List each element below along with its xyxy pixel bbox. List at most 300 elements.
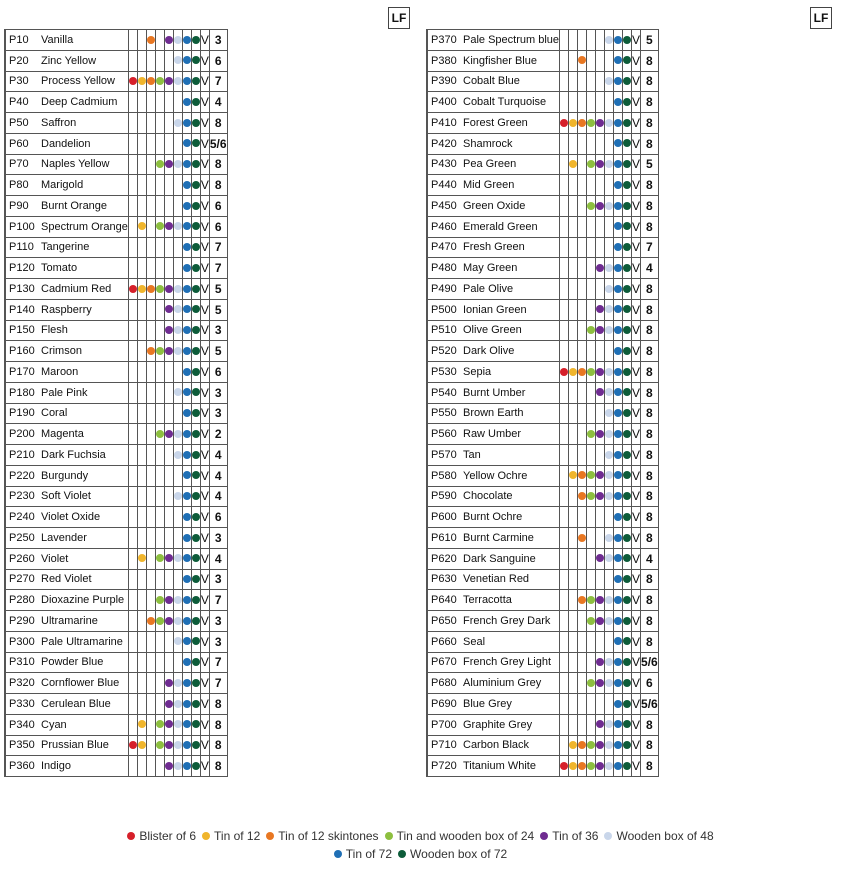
yellow-dot-icon bbox=[138, 741, 146, 749]
availability-cell-yellow bbox=[137, 362, 146, 383]
availability-cell-yellow bbox=[569, 196, 578, 217]
table-row bbox=[5, 50, 228, 71]
lightblue-dot-icon bbox=[174, 554, 182, 562]
availability-cell-orange bbox=[146, 569, 155, 590]
availability-cell-red bbox=[560, 279, 569, 300]
availability-cell-lightblue bbox=[605, 279, 614, 300]
availability-cell-lightblue bbox=[173, 694, 182, 715]
lightblue-dot-icon bbox=[174, 77, 182, 85]
darkgreen-dot-icon bbox=[623, 264, 631, 272]
availability-cell-orange bbox=[578, 30, 587, 51]
darkgreen-dot-icon bbox=[623, 202, 631, 210]
v-cell: V bbox=[632, 30, 641, 51]
availability-cell-red bbox=[128, 30, 137, 51]
pencil-name-cell bbox=[6, 382, 129, 403]
availability-cell-orange bbox=[578, 175, 587, 196]
blue-dot-icon bbox=[183, 430, 191, 438]
v-cell: V bbox=[632, 92, 641, 113]
darkgreen-dot-icon bbox=[192, 741, 200, 749]
availability-cell-darkgreen bbox=[623, 71, 632, 92]
availability-cell-lightblue bbox=[605, 445, 614, 466]
pencil-code: P30 bbox=[9, 75, 29, 88]
green-dot-icon bbox=[587, 679, 595, 687]
lightfastness-cell: 8 bbox=[641, 507, 659, 528]
availability-cell-green bbox=[587, 320, 596, 341]
v-cell: V bbox=[632, 465, 641, 486]
availability-cell-blue bbox=[182, 424, 191, 445]
availability-cell-purple bbox=[164, 258, 173, 279]
availability-cell-purple bbox=[596, 445, 605, 466]
v-cell: V bbox=[632, 299, 641, 320]
availability-cell-yellow bbox=[137, 611, 146, 632]
darkgreen-dot-icon bbox=[192, 471, 200, 479]
lightblue-dot-icon bbox=[605, 305, 613, 313]
availability-cell-purple bbox=[164, 113, 173, 134]
yellow-dot-icon bbox=[569, 160, 577, 168]
darkgreen-dot-icon bbox=[192, 596, 200, 604]
pencil-code: P590 bbox=[431, 490, 457, 503]
darkgreen-dot-icon bbox=[623, 596, 631, 604]
darkgreen-dot-icon bbox=[623, 409, 631, 417]
lightfastness-cell: 3 bbox=[209, 320, 227, 341]
availability-cell-purple bbox=[164, 362, 173, 383]
legend-item bbox=[127, 829, 196, 843]
availability-cell-green bbox=[155, 50, 164, 71]
darkgreen-dot-icon bbox=[623, 98, 631, 106]
availability-cell-darkgreen bbox=[623, 216, 632, 237]
availability-cell-yellow bbox=[137, 382, 146, 403]
pencil-code: P520 bbox=[431, 345, 457, 358]
availability-cell-darkgreen bbox=[623, 590, 632, 611]
availability-cell-blue bbox=[182, 30, 191, 51]
yellow-dot-icon bbox=[569, 471, 577, 479]
lightfastness-cell: 3 bbox=[209, 403, 227, 424]
pencil-name: Zinc Yellow bbox=[41, 54, 97, 67]
pencil-name: Emerald Green bbox=[463, 220, 538, 233]
availability-cell-darkgreen bbox=[623, 279, 632, 300]
pencil-name-cell bbox=[428, 528, 560, 549]
table-row bbox=[5, 341, 228, 362]
blue-dot-icon bbox=[183, 700, 191, 708]
legend-item bbox=[398, 847, 507, 861]
availability-cell-green bbox=[587, 216, 596, 237]
availability-cell-red bbox=[128, 424, 137, 445]
availability-cell-yellow bbox=[137, 279, 146, 300]
availability-cell-green bbox=[587, 154, 596, 175]
lightfastness-cell: 6 bbox=[209, 362, 227, 383]
purple-dot-icon bbox=[596, 471, 604, 479]
purple-dot-icon bbox=[596, 679, 604, 687]
availability-cell-orange bbox=[578, 611, 587, 632]
availability-cell-yellow bbox=[569, 92, 578, 113]
purple-dot-icon bbox=[165, 720, 173, 728]
orange-dot-icon bbox=[578, 492, 586, 500]
availability-cell-green bbox=[155, 424, 164, 445]
pencil-name: Ultramarine bbox=[41, 614, 98, 627]
lightfastness-cell: 8 bbox=[209, 714, 227, 735]
v-cell: V bbox=[200, 756, 209, 777]
pencil-name: Pale Ultramarine bbox=[41, 635, 123, 648]
v-cell: V bbox=[632, 569, 641, 590]
availability-cell-red bbox=[560, 299, 569, 320]
availability-cell-blue bbox=[182, 50, 191, 71]
availability-cell-yellow bbox=[137, 694, 146, 715]
pencil-name-cell bbox=[6, 445, 129, 466]
lightfastness-cell: 8 bbox=[641, 714, 659, 735]
pencil-name: Cerulean Blue bbox=[41, 697, 111, 710]
purple-dot-icon bbox=[596, 741, 604, 749]
pencil-name-cell bbox=[6, 237, 129, 258]
pencil-name: Spectrum Orange bbox=[41, 220, 128, 233]
table-row bbox=[5, 382, 228, 403]
purple-dot-icon bbox=[165, 741, 173, 749]
lf-header: LF bbox=[810, 7, 832, 29]
lightfastness-cell: 4 bbox=[641, 258, 659, 279]
availability-cell-red bbox=[128, 237, 137, 258]
pencil-code: P500 bbox=[431, 303, 457, 316]
availability-cell-purple bbox=[596, 714, 605, 735]
availability-cell-darkgreen bbox=[623, 631, 632, 652]
availability-cell-green bbox=[587, 631, 596, 652]
availability-cell-blue bbox=[182, 341, 191, 362]
pencil-code: P600 bbox=[431, 511, 457, 524]
pencil-code: P660 bbox=[431, 635, 457, 648]
orange-dot-icon bbox=[578, 368, 586, 376]
v-cell: V bbox=[632, 50, 641, 71]
pencil-code: P130 bbox=[9, 282, 35, 295]
availability-cell-red bbox=[128, 486, 137, 507]
table-row bbox=[5, 403, 228, 424]
availability-cell-orange bbox=[578, 652, 587, 673]
table-row bbox=[5, 465, 228, 486]
availability-cell-yellow bbox=[569, 694, 578, 715]
darkgreen-dot-icon bbox=[623, 513, 631, 521]
pencil-name: Tan bbox=[463, 448, 481, 461]
availability-cell-purple bbox=[596, 486, 605, 507]
table-row bbox=[427, 30, 659, 51]
legend-label: Tin of 12 skintones bbox=[278, 829, 379, 843]
v-cell: V bbox=[632, 694, 641, 715]
availability-cell-green bbox=[155, 465, 164, 486]
availability-cell-green bbox=[155, 175, 164, 196]
availability-cell-blue bbox=[614, 133, 623, 154]
lightblue-dot-icon bbox=[174, 451, 182, 459]
green-dot-icon bbox=[587, 762, 595, 770]
table-row bbox=[427, 196, 659, 217]
orange-dot-icon bbox=[147, 36, 155, 44]
availability-cell-darkgreen bbox=[623, 486, 632, 507]
availability-cell-purple bbox=[164, 50, 173, 71]
purple-dot-icon bbox=[596, 658, 604, 666]
v-cell: V bbox=[632, 714, 641, 735]
darkgreen-dot-icon bbox=[623, 368, 631, 376]
table-row bbox=[427, 403, 659, 424]
pencil-name: Magenta bbox=[41, 428, 84, 441]
lightfastness-cell: 8 bbox=[641, 196, 659, 217]
availability-cell-yellow bbox=[569, 631, 578, 652]
green-dot-icon bbox=[587, 326, 595, 334]
availability-cell-yellow bbox=[137, 569, 146, 590]
v-cell: V bbox=[632, 237, 641, 258]
table-row bbox=[427, 382, 659, 403]
v-cell: V bbox=[200, 382, 209, 403]
pencil-name-cell bbox=[428, 631, 560, 652]
lightfastness-cell: 3 bbox=[209, 569, 227, 590]
darkgreen-dot-icon bbox=[192, 305, 200, 313]
availability-cell-yellow bbox=[137, 133, 146, 154]
availability-cell-lightblue bbox=[173, 507, 182, 528]
availability-cell-red bbox=[128, 445, 137, 466]
lightfastness-cell: 5 bbox=[641, 154, 659, 175]
availability-cell-lightblue bbox=[605, 237, 614, 258]
pencil-name-cell bbox=[6, 113, 129, 134]
green-dot-icon bbox=[156, 77, 164, 85]
orange-dot-icon bbox=[147, 347, 155, 355]
blue-dot-icon bbox=[614, 471, 622, 479]
availability-cell-green bbox=[587, 133, 596, 154]
darkgreen-dot-icon bbox=[192, 409, 200, 417]
lightblue-dot-icon bbox=[605, 451, 613, 459]
availability-cell-orange bbox=[578, 362, 587, 383]
availability-cell-green bbox=[155, 237, 164, 258]
table-row bbox=[427, 71, 659, 92]
table-row bbox=[5, 756, 228, 777]
pencil-code: P160 bbox=[9, 345, 35, 358]
purple-dot-icon bbox=[596, 596, 604, 604]
v-cell: V bbox=[632, 548, 641, 569]
v-cell: V bbox=[200, 258, 209, 279]
darkgreen-dot-icon bbox=[623, 741, 631, 749]
table-row bbox=[5, 133, 228, 154]
availability-cell-yellow bbox=[569, 714, 578, 735]
left-grid bbox=[4, 29, 228, 777]
darkgreen-dot-icon bbox=[623, 388, 631, 396]
blue-dot-icon bbox=[614, 430, 622, 438]
pencil-name-cell bbox=[428, 175, 560, 196]
availability-cell-red bbox=[560, 694, 569, 715]
green-dot-icon bbox=[587, 368, 595, 376]
pencil-code: P470 bbox=[431, 241, 457, 254]
availability-cell-purple bbox=[596, 341, 605, 362]
yellow-dot-icon bbox=[138, 285, 146, 293]
availability-cell-red bbox=[128, 590, 137, 611]
darkgreen-dot-icon bbox=[623, 451, 631, 459]
lightblue-dot-icon bbox=[174, 56, 182, 64]
pencil-code: P580 bbox=[431, 469, 457, 482]
orange-dot-icon bbox=[147, 285, 155, 293]
lightblue-dot-icon bbox=[605, 471, 613, 479]
lightblue-dot-icon bbox=[605, 160, 613, 168]
v-cell: V bbox=[200, 714, 209, 735]
table-row bbox=[5, 735, 228, 756]
availability-cell-lightblue bbox=[173, 548, 182, 569]
darkgreen-dot-icon bbox=[623, 492, 631, 500]
availability-cell-lightblue bbox=[173, 299, 182, 320]
availability-cell-darkgreen bbox=[191, 154, 200, 175]
v-cell: V bbox=[200, 611, 209, 632]
availability-cell-purple bbox=[164, 590, 173, 611]
pencil-name: Pale Spectrum blue bbox=[463, 33, 559, 46]
availability-cell-green bbox=[155, 548, 164, 569]
v-cell: V bbox=[632, 735, 641, 756]
availability-cell-blue bbox=[182, 465, 191, 486]
availability-cell-red bbox=[128, 362, 137, 383]
lightfastness-cell: 3 bbox=[209, 611, 227, 632]
v-cell: V bbox=[200, 548, 209, 569]
availability-cell-purple bbox=[596, 507, 605, 528]
availability-cell-lightblue bbox=[173, 465, 182, 486]
availability-cell-lightblue bbox=[605, 694, 614, 715]
darkgreen-dot-icon bbox=[192, 762, 200, 770]
availability-cell-lightblue bbox=[605, 548, 614, 569]
table-row bbox=[5, 652, 228, 673]
blue-dot-icon bbox=[614, 658, 622, 666]
availability-cell-darkgreen bbox=[191, 341, 200, 362]
lightblue-dot-icon bbox=[605, 119, 613, 127]
availability-cell-lightblue bbox=[173, 196, 182, 217]
lightblue-dot-icon bbox=[174, 430, 182, 438]
availability-cell-purple bbox=[596, 320, 605, 341]
blue-dot-icon bbox=[614, 285, 622, 293]
availability-cell-purple bbox=[164, 445, 173, 466]
availability-cell-orange bbox=[578, 71, 587, 92]
pencil-name-cell bbox=[428, 30, 560, 51]
availability-cell-lightblue bbox=[173, 590, 182, 611]
table-row bbox=[427, 694, 659, 715]
availability-cell-green bbox=[587, 30, 596, 51]
availability-cell-green bbox=[587, 714, 596, 735]
availability-cell-green bbox=[587, 362, 596, 383]
blue-dot-icon bbox=[614, 160, 622, 168]
lightfastness-cell: 7 bbox=[209, 237, 227, 258]
availability-cell-yellow bbox=[137, 445, 146, 466]
lightblue-dot-icon bbox=[174, 637, 182, 645]
lightfastness-cell: 5 bbox=[209, 299, 227, 320]
availability-cell-lightblue bbox=[173, 71, 182, 92]
lightfastness-cell: 8 bbox=[209, 154, 227, 175]
availability-cell-blue bbox=[182, 673, 191, 694]
purple-dot-icon bbox=[596, 264, 604, 272]
availability-cell-green bbox=[155, 382, 164, 403]
availability-cell-lightblue bbox=[173, 382, 182, 403]
availability-cell-purple bbox=[164, 216, 173, 237]
orange-dot-icon bbox=[578, 596, 586, 604]
pencil-code: P430 bbox=[431, 158, 457, 171]
availability-cell-blue bbox=[182, 528, 191, 549]
v-cell: V bbox=[200, 652, 209, 673]
availability-cell-blue bbox=[182, 714, 191, 735]
availability-cell-green bbox=[155, 216, 164, 237]
purple-dot-icon bbox=[165, 554, 173, 562]
availability-cell-lightblue bbox=[605, 30, 614, 51]
pencil-name: Coral bbox=[41, 407, 68, 420]
v-cell: V bbox=[200, 528, 209, 549]
availability-cell-darkgreen bbox=[623, 154, 632, 175]
lightfastness-cell: 4 bbox=[209, 465, 227, 486]
pencil-code: P370 bbox=[431, 33, 457, 46]
green-dot-icon bbox=[385, 832, 393, 840]
availability-cell-yellow bbox=[137, 320, 146, 341]
table-row bbox=[427, 445, 659, 466]
availability-cell-darkgreen bbox=[191, 237, 200, 258]
availability-cell-lightblue bbox=[173, 362, 182, 383]
lightblue-dot-icon bbox=[605, 430, 613, 438]
right-grid bbox=[426, 29, 659, 777]
darkgreen-dot-icon bbox=[192, 347, 200, 355]
availability-cell-blue bbox=[182, 113, 191, 134]
red-dot-icon bbox=[129, 741, 137, 749]
pencil-name-cell bbox=[428, 258, 560, 279]
pencil-name-cell bbox=[6, 30, 129, 51]
availability-cell-purple bbox=[596, 196, 605, 217]
availability-cell-darkgreen bbox=[623, 382, 632, 403]
pencil-name: French Grey Dark bbox=[463, 614, 551, 627]
blue-dot-icon bbox=[183, 160, 191, 168]
pencil-code: P690 bbox=[431, 697, 457, 710]
availability-cell-lightblue bbox=[173, 92, 182, 113]
availability-cell-orange bbox=[578, 299, 587, 320]
availability-cell-green bbox=[155, 71, 164, 92]
availability-cell-red bbox=[128, 382, 137, 403]
availability-cell-yellow bbox=[137, 50, 146, 71]
blue-dot-icon bbox=[183, 305, 191, 313]
availability-cell-lightblue bbox=[173, 445, 182, 466]
availability-cell-red bbox=[560, 507, 569, 528]
darkgreen-dot-icon bbox=[192, 554, 200, 562]
lightfastness-cell: 8 bbox=[641, 424, 659, 445]
availability-cell-blue bbox=[614, 756, 623, 777]
table-row bbox=[5, 258, 228, 279]
lightfastness-cell: 4 bbox=[209, 92, 227, 113]
blue-dot-icon bbox=[183, 554, 191, 562]
availability-cell-purple bbox=[596, 424, 605, 445]
darkgreen-dot-icon bbox=[623, 285, 631, 293]
lightfastness-cell: 3 bbox=[209, 30, 227, 51]
purple-dot-icon bbox=[165, 222, 173, 230]
lightblue-dot-icon bbox=[605, 77, 613, 85]
v-cell: V bbox=[200, 735, 209, 756]
pencil-name-cell bbox=[428, 611, 560, 632]
v-cell: V bbox=[200, 320, 209, 341]
blue-dot-icon bbox=[614, 347, 622, 355]
blue-dot-icon bbox=[183, 513, 191, 521]
darkgreen-dot-icon bbox=[623, 243, 631, 251]
availability-cell-red bbox=[128, 92, 137, 113]
availability-cell-purple bbox=[164, 92, 173, 113]
availability-cell-darkgreen bbox=[623, 507, 632, 528]
pencil-code: P240 bbox=[9, 511, 35, 524]
blue-dot-icon bbox=[614, 222, 622, 230]
availability-cell-red bbox=[128, 279, 137, 300]
availability-cell-red bbox=[560, 216, 569, 237]
lightfastness-cell: 3 bbox=[209, 382, 227, 403]
pencil-name: Raspberry bbox=[41, 303, 92, 316]
v-cell: V bbox=[632, 279, 641, 300]
availability-cell-darkgreen bbox=[623, 30, 632, 51]
availability-cell-purple bbox=[164, 714, 173, 735]
pencil-code: P220 bbox=[9, 469, 35, 482]
availability-cell-lightblue bbox=[605, 92, 614, 113]
v-cell: V bbox=[200, 341, 209, 362]
availability-cell-yellow bbox=[137, 714, 146, 735]
availability-cell-purple bbox=[164, 341, 173, 362]
availability-cell-blue bbox=[614, 258, 623, 279]
availability-cell-orange bbox=[578, 735, 587, 756]
lightfastness-cell: 4 bbox=[209, 445, 227, 466]
availability-cell-orange bbox=[578, 50, 587, 71]
pencil-name-cell bbox=[428, 154, 560, 175]
purple-dot-icon bbox=[165, 762, 173, 770]
